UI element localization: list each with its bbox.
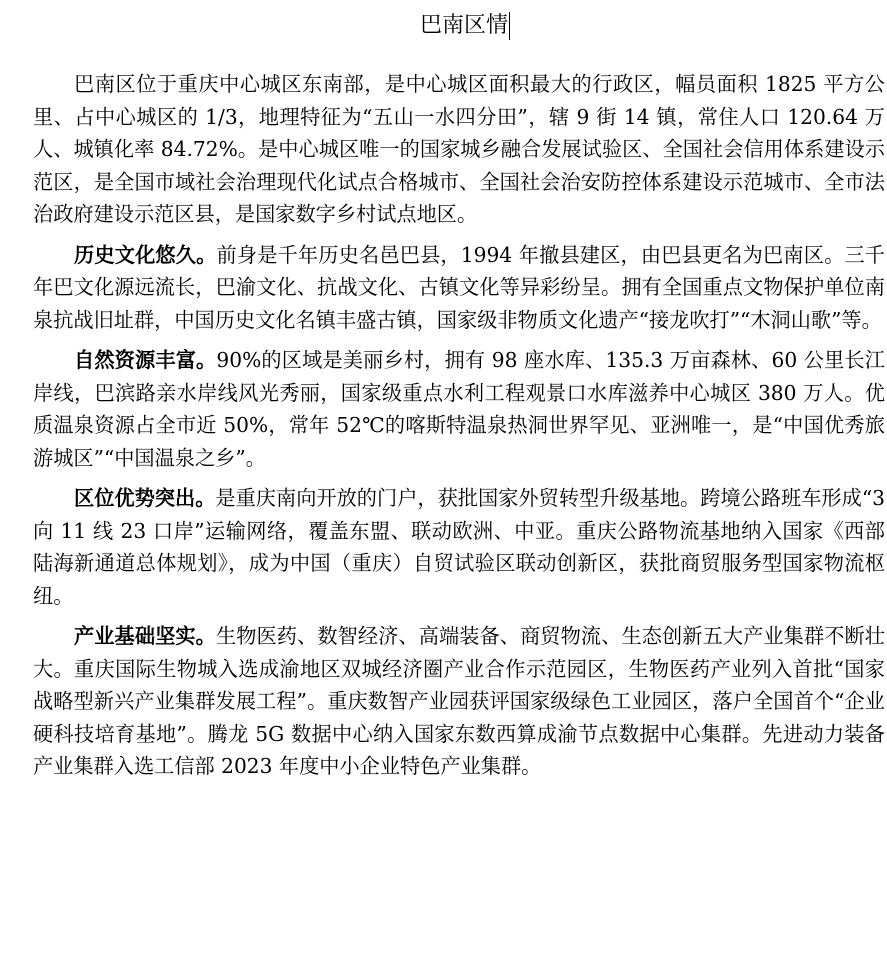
paragraph-history (33, 239, 885, 337)
paragraph-nature (33, 344, 885, 474)
paragraph-overview (33, 68, 885, 231)
document-title (0, 10, 887, 42)
paragraph-lead: 产业基础坚实。 (74, 624, 216, 648)
paragraph-text: 生物医药、数智经济、高端装备、商贸物流、生态创新五大产业集群不断壮大。重庆国际生物城入选成渝地区双城经济圈产业合作示范园区，生物医药产业列入首批“国家战略型新兴产业集群发展工程”。重庆数智产业园获评国家级绿色工业园区，落户全国首个“企业硬科技培育基地”。腾龙 5G 数据中心纳入国家东数西算成渝节点数据中心集群。先进动力装备产业集群入选工信部 2023 年度中小企业特色产业集群。 (33, 624, 885, 778)
paragraph-text: 前身是千年历史名邑巴县，1994 年撤县建区，由巴县更名为巴南区。三千年巴文化源远流长，巴渝文化、抗战文化、古镇文化等异彩纷呈。拥有全国重点文物保护单位南泉抗战旧址群，中国历史文化名镇丰盛古镇，国家级非物质文化遗产“接龙吹打”“木洞山歌”等。 (33, 242, 885, 332)
paragraph-text: 巴南区位于重庆中心城区东南部，是中心城区面积最大的行政区，幅员面积 1825 平方公里、占中心城区的 1/3，地理特征为“五山一水四分田”，辖 9 街 14 镇，常住人口 120.64 万人、城镇化率 84.72%。是中心城区唯一的国家城乡融合发展试验区、全国社会信用体系建设示范区，是全国市域社会治理现代化试点合格城市、全国社会治安防控体系建设示范城市、全市法治政府建设示范区县，是国家数字乡村试点地区。 (33, 72, 885, 226)
paragraph-text: 90%的区域是美丽乡村，拥有 98 座水库、135.3 万亩森林、60 公里长江岸线，巴滨路亲水岸线风光秀丽，国家级重点水利工程观景口水库滋养中心城区 380 万人。优质温泉资源占全市近 50%，常年 52℃的喀斯特温泉热洞世界罕见、亚洲唯一，是“中国优秀旅游城区”“中国温泉之乡”。 (33, 348, 885, 470)
text-cursor (509, 12, 510, 40)
paragraph-location (33, 482, 885, 612)
document-body (33, 68, 885, 791)
paragraph-lead: 自然资源丰富。 (74, 348, 217, 372)
document-title-text: 巴南区情 (419, 13, 508, 38)
paragraph-industry (33, 620, 885, 783)
paragraph-lead: 区位优势突出。 (74, 486, 216, 510)
paragraph-lead: 历史文化悠久。 (74, 242, 217, 267)
paragraph-text: 是重庆南向开放的门户，获批国家外贸转型升级基地。跨境公路班车形成“3 向 11 线 23 口岸”运输网络，覆盖东盟、联动欧洲、中亚。重庆公路物流基地纳入国家《西部陆海新通道总体规划》，成为中国（重庆）自贸试验区联动创新区，获批商贸服务型国家物流枢纽。 (33, 486, 885, 608)
